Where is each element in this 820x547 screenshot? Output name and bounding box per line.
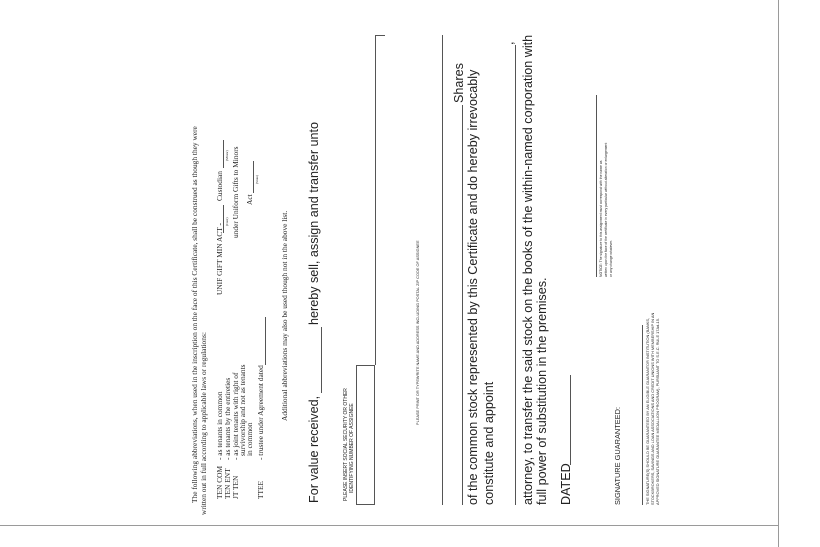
assignee-address-line[interactable] xyxy=(442,35,443,505)
abbr-ttee: TTEE xyxy=(256,480,265,499)
abbr-ttee-text: - trustee under Agreement dated xyxy=(256,365,265,460)
attorney-name-line[interactable] xyxy=(515,45,516,505)
notice-line-1: NOTICE: The signature to this assignment must correspond with the name as xyxy=(599,160,603,277)
act-label: Act xyxy=(245,194,254,205)
assignee-name-line-1[interactable] xyxy=(375,35,376,365)
abbr-ten-ent: TEN ENT xyxy=(223,468,232,499)
minor-caption: (Minor) xyxy=(225,150,229,161)
attorney-comma: , xyxy=(502,41,516,45)
ssn-instruction-2: IDENTIFYING NUMBER OF ASSIGNEE xyxy=(349,403,355,493)
intro-line-2: written out in full according to applicable laws or regulations: xyxy=(199,332,208,515)
unif-gift-min-act: UNIF GIFT MIN ACT - xyxy=(215,223,224,295)
abbr-jt-ten: JT TEN xyxy=(231,475,240,499)
common-stock-text: of the common stock represented by this Certificate and do hereby irrevocably xyxy=(466,69,480,505)
for-value-received: For value received, xyxy=(307,395,321,503)
assignment-form xyxy=(190,35,660,515)
guarantee-text-3: APPROVED SIGNATURE GUARANTEE MEDALLION PROGRAM), PURSUANT TO S.E.C. RULE 17Ad-15. xyxy=(655,318,660,505)
abbr-jt-ten-text-3: in common xyxy=(245,422,254,456)
abbr-ten-ent-text: - as tenants by the entireties xyxy=(223,377,232,460)
abbr-jt-ten-text-2: survivorship and not as tenants xyxy=(238,364,247,456)
assignee-line-tick xyxy=(375,35,385,36)
custodian-minor-line xyxy=(223,140,224,168)
ssn-input-box[interactable] xyxy=(356,365,375,505)
hereby-sell-assign: hereby sell, assign and transfer unto xyxy=(307,121,321,325)
dated-line[interactable] xyxy=(570,375,571,465)
shares-amount-line[interactable] xyxy=(462,105,463,505)
abbr-ten-com: TEN COM xyxy=(215,465,224,499)
additional-abbreviations-note: Additional abbreviations may also be used though not in the above list. xyxy=(280,210,289,421)
custodian-cust-line xyxy=(223,205,224,233)
guarantor-signature-line[interactable] xyxy=(642,325,643,505)
notice-line-2: written upon the face of the certificate in every particular without alteration or enlargement xyxy=(604,142,608,277)
under-uniform-gifts: under Uniform Gifts to Minors xyxy=(231,146,240,238)
signature-line[interactable] xyxy=(596,95,597,277)
custodian-label: Custodian xyxy=(215,171,224,201)
state-caption: (State) xyxy=(255,174,259,184)
cust-caption: (Cust) xyxy=(225,217,229,226)
page-edge-right xyxy=(778,0,779,547)
ssn-instruction-1: PLEASE INSERT SOCIAL SECURITY OR OTHER xyxy=(343,388,349,501)
intro-line-1: The following abbreviations, when used in the inscription on the face of this Certificate, shall be construed as though they were xyxy=(190,126,199,503)
transferor-line[interactable] xyxy=(321,327,322,393)
page-edge-bottom xyxy=(0,525,778,526)
act-state-line xyxy=(253,161,254,193)
abbr-ten-com-text: - as tenants in common xyxy=(215,391,224,460)
shares-label: Shares xyxy=(452,63,466,103)
substitution-text: full power of substitution in the premises. xyxy=(535,277,549,505)
dated-label: DATED xyxy=(559,463,573,505)
guarantee-text-1: THE SIGNATURE(S) SHOULD BE GUARANTEED BY AN ELIGIBLE GUARANTOR INSTITUTION (BANKS, xyxy=(645,318,650,505)
constitute-appoint-text: constitute and appoint xyxy=(482,381,496,505)
notice-line-3: or any change whatever. xyxy=(609,240,613,277)
signature-guaranteed-label: SIGNATURE GUARANTEED: xyxy=(613,406,622,505)
guarantee-text-2: STOCKBROKERS, SAVINGS AND LOAN ASSOCIATIONS AND CREDIT UNIONS WITH MEMBERSHIP IN AN xyxy=(650,312,655,505)
print-name-address-instruction: PLEASE PRINT OR TYPEWRITE NAME AND ADDRESS INCLUDING POSTAL ZIP CODE OF ASSIGNEE xyxy=(415,240,420,425)
abbr-jt-ten-text: - as joint tenants with right of xyxy=(231,372,240,460)
attorney-transfer-text: attorney, to transfer the said stock on the books of the within-named corporation with xyxy=(521,34,535,505)
ttee-date-line xyxy=(265,317,266,365)
